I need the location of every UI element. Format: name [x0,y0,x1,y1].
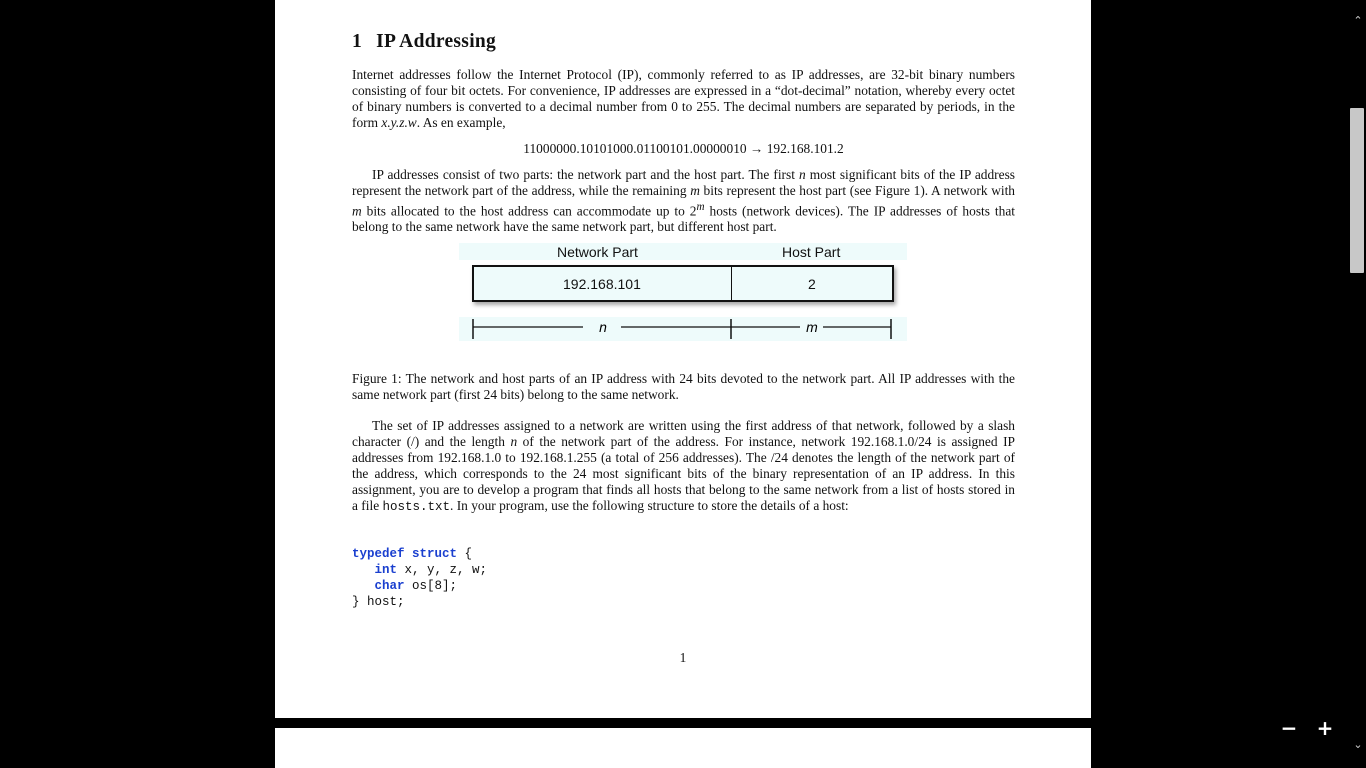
arrow-icon: → [749,141,764,156]
math-superscript: m [696,201,705,213]
section-title-text: IP Addressing [376,31,497,52]
scroll-down-icon[interactable]: ⌄ [1353,738,1363,751]
ip-address-box [472,265,894,302]
network-part-value: 192.168.101 [563,276,641,292]
code-text: x, y, z, w; [397,563,488,577]
paragraph-text: . As en example, [416,115,506,130]
section-number: 1 [352,31,363,52]
paragraph-network [352,418,1015,515]
document-page [275,0,1091,718]
section-title [352,31,496,53]
paragraph-text: The set of IP addresses assigned to a network are written using the first address of that network, followed by a slash character (/) and the length [352,418,1015,449]
equation-decimal: 192.168.101.2 [766,141,844,156]
scrollbar-thumb[interactable] [1350,108,1364,273]
paragraph-intro [352,67,1015,131]
paragraph-text: hosts (network devices). The IP addresses of hosts that belong to the same network have the same network part, but different host part. [352,203,1015,235]
paragraph-text: bits represent the host part (see Figure 1). A network with [699,183,1016,198]
host-part-label: Host Part [782,244,841,260]
host-part-value: 2 [808,276,816,292]
paragraph-parts [352,167,1015,235]
math-n: n [798,167,806,182]
paragraph-text: . In your program, use the following structure to store the details of a host: [450,498,849,513]
paragraph-text: of the network part of the address. For instance, network 192.168.1.0/24 is assigned IP addresses from 192.168.1.0 to 192.168.1.255 (a total of 256 addresses). The /24 denotes the length of the network part of the address, which corresponds to the 24 most significant bits of the binary representation of an IP address. In this assignment, you are to develop a program that finds all hosts that belong to the same network from a list of hosts stored in a file [352,434,1015,513]
code-keyword: struct [412,547,458,561]
zoom-in-button[interactable]: + [1316,716,1334,740]
bit-length-dimension [459,317,907,341]
dimension-lines [459,317,907,341]
equation-binary-to-decimal [352,141,1015,157]
network-part-label: Network Part [557,244,638,260]
m-length-label: m [806,319,818,335]
code-text: os[8]; [404,579,458,593]
scroll-up-icon[interactable]: ⌃ [1353,14,1363,27]
math-form: x.y.z.w [381,115,417,130]
code-text: { [457,547,473,561]
figure-header [459,243,907,260]
filename: hosts.txt [382,500,450,514]
part-divider [731,267,732,300]
figure-caption: Figure 1: The network and host parts of an IP address with 24 bits devoted to the network part. All IP addresses with the same network part (first 24 bits) belong to the same network. [352,371,1015,402]
paragraph-text: most significant bits of the IP address represent the network part of the address, while the remaining [352,167,1015,198]
math-m: m [352,203,362,219]
math-m: m [690,183,700,198]
n-length-label: n [599,319,607,335]
code-struct-host [352,546,487,610]
code-keyword: int [374,563,398,577]
next-page [275,728,1091,768]
zoom-out-button[interactable]: − [1280,716,1298,740]
math-n: n [510,434,518,449]
paragraph-text: bits allocated to the host address can accommodate up to 2 [361,203,697,219]
code-keyword: typedef [352,547,405,561]
equation-binary: 11000000.10101000.01100101.00000010 [523,141,747,156]
paragraph-text: Internet addresses follow the Internet Protocol (IP), commonly referred to as IP addresses, are 32-bit binary numbers consisting of four bit octets. For convenience, IP addresses are expressed in a “dot-decimal” notation, whereby every octet of binary numbers is converted to a decimal number from 0 to 255. The decimal numbers are separated by periods, in the form [352,67,1015,130]
paragraph-text: IP addresses consist of two parts: the network part and the host part. The first [372,167,799,182]
code-text: } host; [352,595,405,609]
page-number: 1 [679,650,687,665]
code-keyword: char [374,579,405,593]
figure-ip-parts [459,243,907,343]
